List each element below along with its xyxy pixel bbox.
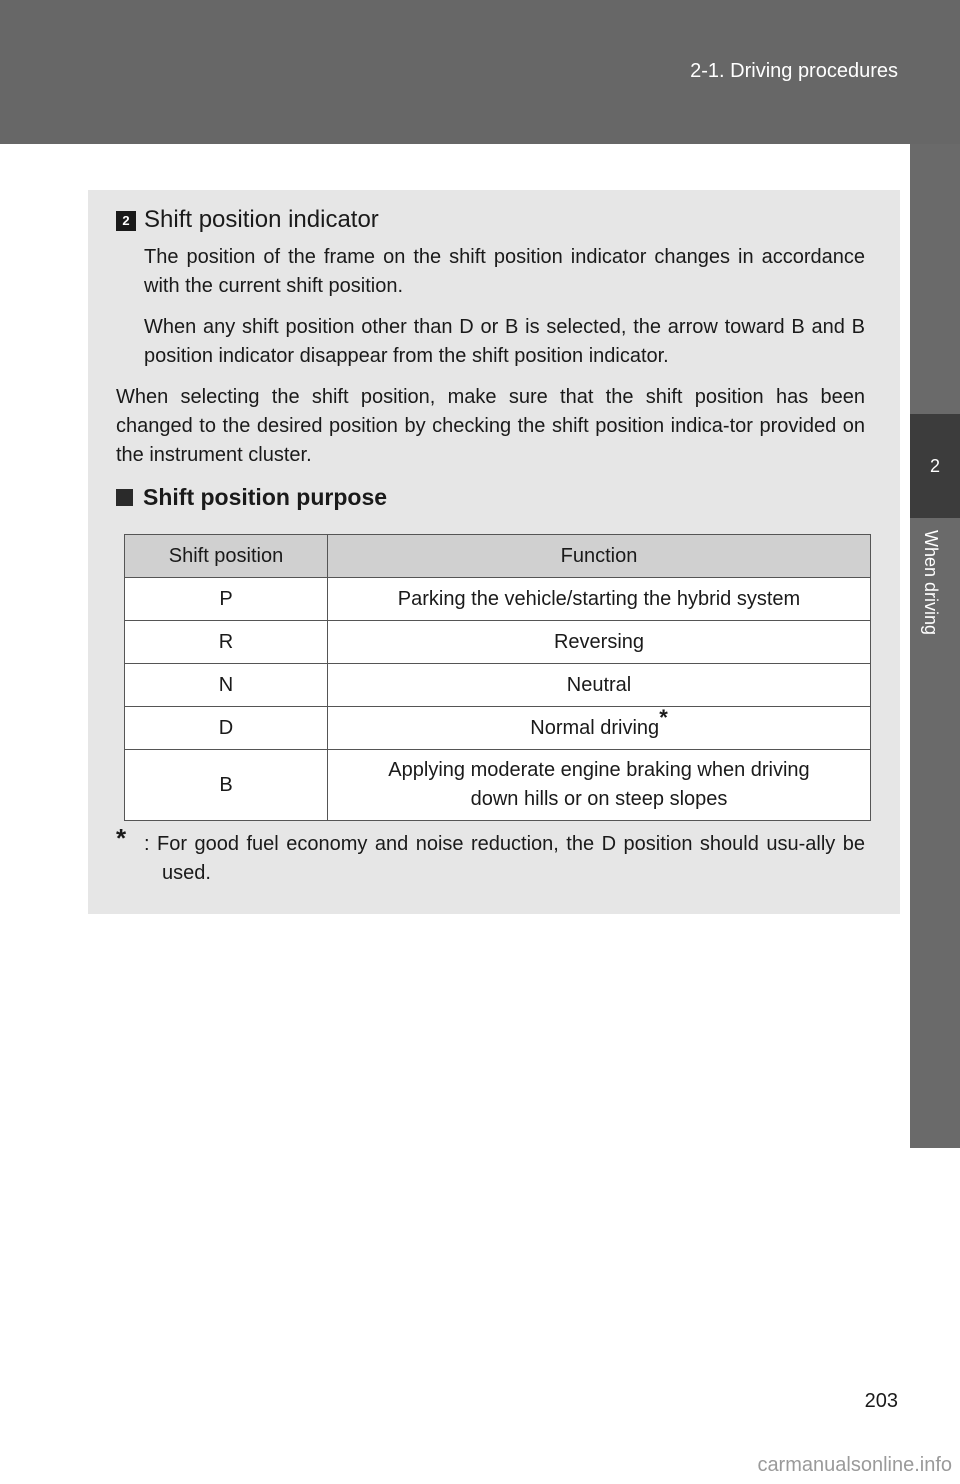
chapter-label-box: [910, 518, 960, 678]
footnote-asterisk: *: [116, 823, 127, 853]
position-cell: D: [125, 707, 328, 750]
table-row: [125, 621, 871, 664]
table-header-cell: Shift position: [125, 535, 328, 578]
shift-position-table: [124, 534, 871, 821]
footnote: [116, 823, 865, 888]
chapter-number-box: [910, 414, 960, 518]
table-row: [125, 578, 871, 621]
content-panel: [88, 190, 900, 914]
function-line-2: down hills or on steep slopes: [470, 788, 728, 810]
page-header: [0, 0, 960, 144]
function-cell: Neutral: [328, 664, 871, 707]
position-cell: B: [125, 750, 328, 821]
function-cell: Reversing: [328, 621, 871, 664]
position-cell: N: [125, 664, 328, 707]
table-row: [125, 750, 871, 821]
item-paragraph-1: The position of the frame on the shift position indicator changes in accordance with the current shift position.: [144, 246, 865, 297]
section-title: [116, 484, 387, 511]
footnote-text: : For good fuel economy and noise reduction, the D position should usu-ally be used.: [144, 833, 865, 884]
watermark: carmanualsonline.info: [757, 1454, 952, 1476]
function-cell: [328, 704, 871, 750]
section-heading: 2-1. Driving procedures: [690, 60, 898, 82]
function-cell: Parking the vehicle/starting the hybrid system: [328, 578, 871, 621]
position-cell: P: [125, 578, 328, 621]
item-paragraph-2: When any shift position other than D or B is selected, the arrow toward B and B position indicator disappear from the shift position indicator.: [144, 316, 865, 367]
function-cell: [328, 750, 871, 821]
square-bullet-icon: [116, 489, 133, 506]
position-cell: R: [125, 621, 328, 664]
function-text: Normal driving: [530, 716, 660, 739]
chapter-number: 2: [929, 456, 940, 476]
item-title: [116, 206, 379, 234]
item-number-badge: 2: [116, 211, 136, 231]
table-header-cell: Function: [328, 535, 871, 578]
asterisk-mark: *: [659, 704, 668, 730]
note-paragraph: When selecting the shift position, make sure that the shift position has been changed to the desired position by checking the shift position indica-tor provided on the instrument cluster.: [116, 386, 865, 466]
item-title-text: Shift position indicator: [144, 206, 379, 233]
chapter-label: When driving: [921, 530, 941, 636]
page-number: 203: [864, 1390, 898, 1412]
section-title-text: Shift position purpose: [143, 484, 388, 510]
table-header-row: [125, 535, 871, 578]
table-row: [125, 707, 871, 750]
function-line-1: Applying moderate engine braking when driving: [388, 759, 810, 781]
table-row: [125, 664, 871, 707]
